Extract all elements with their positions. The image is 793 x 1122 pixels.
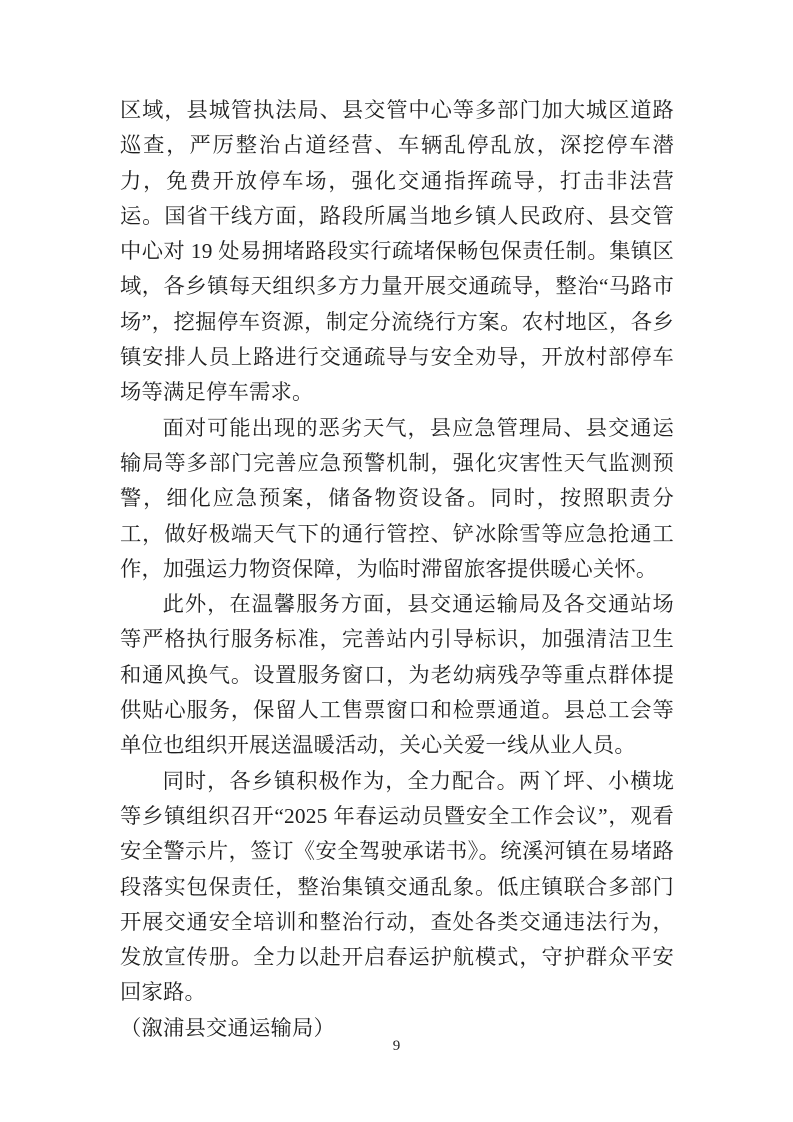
page-number: 9 bbox=[392, 1038, 401, 1054]
document-body bbox=[120, 93, 674, 1046]
paragraph: 区域，县城管执法局、县交管中心等多部门加大城区道路巡查，严厉整治占道经营、车辆乱停乱放，深挖停车潜力，免费开放停车场，强化交通指挥疏导，打击非法营运。国省干线方面，路段所属当地乡镇人民政府、县交管中心对 19 处易拥堵路段实行疏堵保畅包保责任制。集镇区域，各乡镇每天组织多方力量开展交通疏导，整治“马路市场”，挖掘停车资源，制定分流绕行方案。农村地区，各乡镇安排人员上路进行交通疏导与安全劝导，开放村部停车场等满足停车需求。 bbox=[120, 98, 674, 405]
paragraph: 此外，在温馨服务方面，县交通运输局及各交通站场等严格执行服务标准，完善站内引导标识，加强清洁卫生和通风换气。设置服务窗口，为老幼病残孕等重点群体提供贴心服务，保留人工售票窗口和检票通道。县总工会等单位也组织开展送温暖活动，关心关爱一线从业人员。 bbox=[120, 592, 674, 758]
signature-line: （溆浦县交通运输局） bbox=[120, 1015, 335, 1040]
paragraph: 面对可能出现的恶劣天气，县应急管理局、县交通运输局等多部门完善应急预警机制，强化灾害性天气监测预警，细化应急预案，储备物资设备。同时，按照职责分工，做好极端天气下的通行管控、铲冰除雪等应急抢通工作，加强运力物资保障，为临时滞留旅客提供暖心关怀。 bbox=[120, 415, 674, 581]
paragraph: 同时，各乡镇积极作为，全力配合。两丫坪、小横垅等乡镇组织召开“2025 年春运动员暨安全工作会议”，观看安全警示片，签订《安全驾驶承诺书》。统溪河镇在易堵路段落实包保责任，整治集镇交通乱象。低庄镇联合多部门开展交通安全培训和整治行动，查处各类交通违法行为，发放宣传册。全力以赴开启春运护航模式，守护群众平安回家路。 bbox=[120, 768, 674, 1005]
